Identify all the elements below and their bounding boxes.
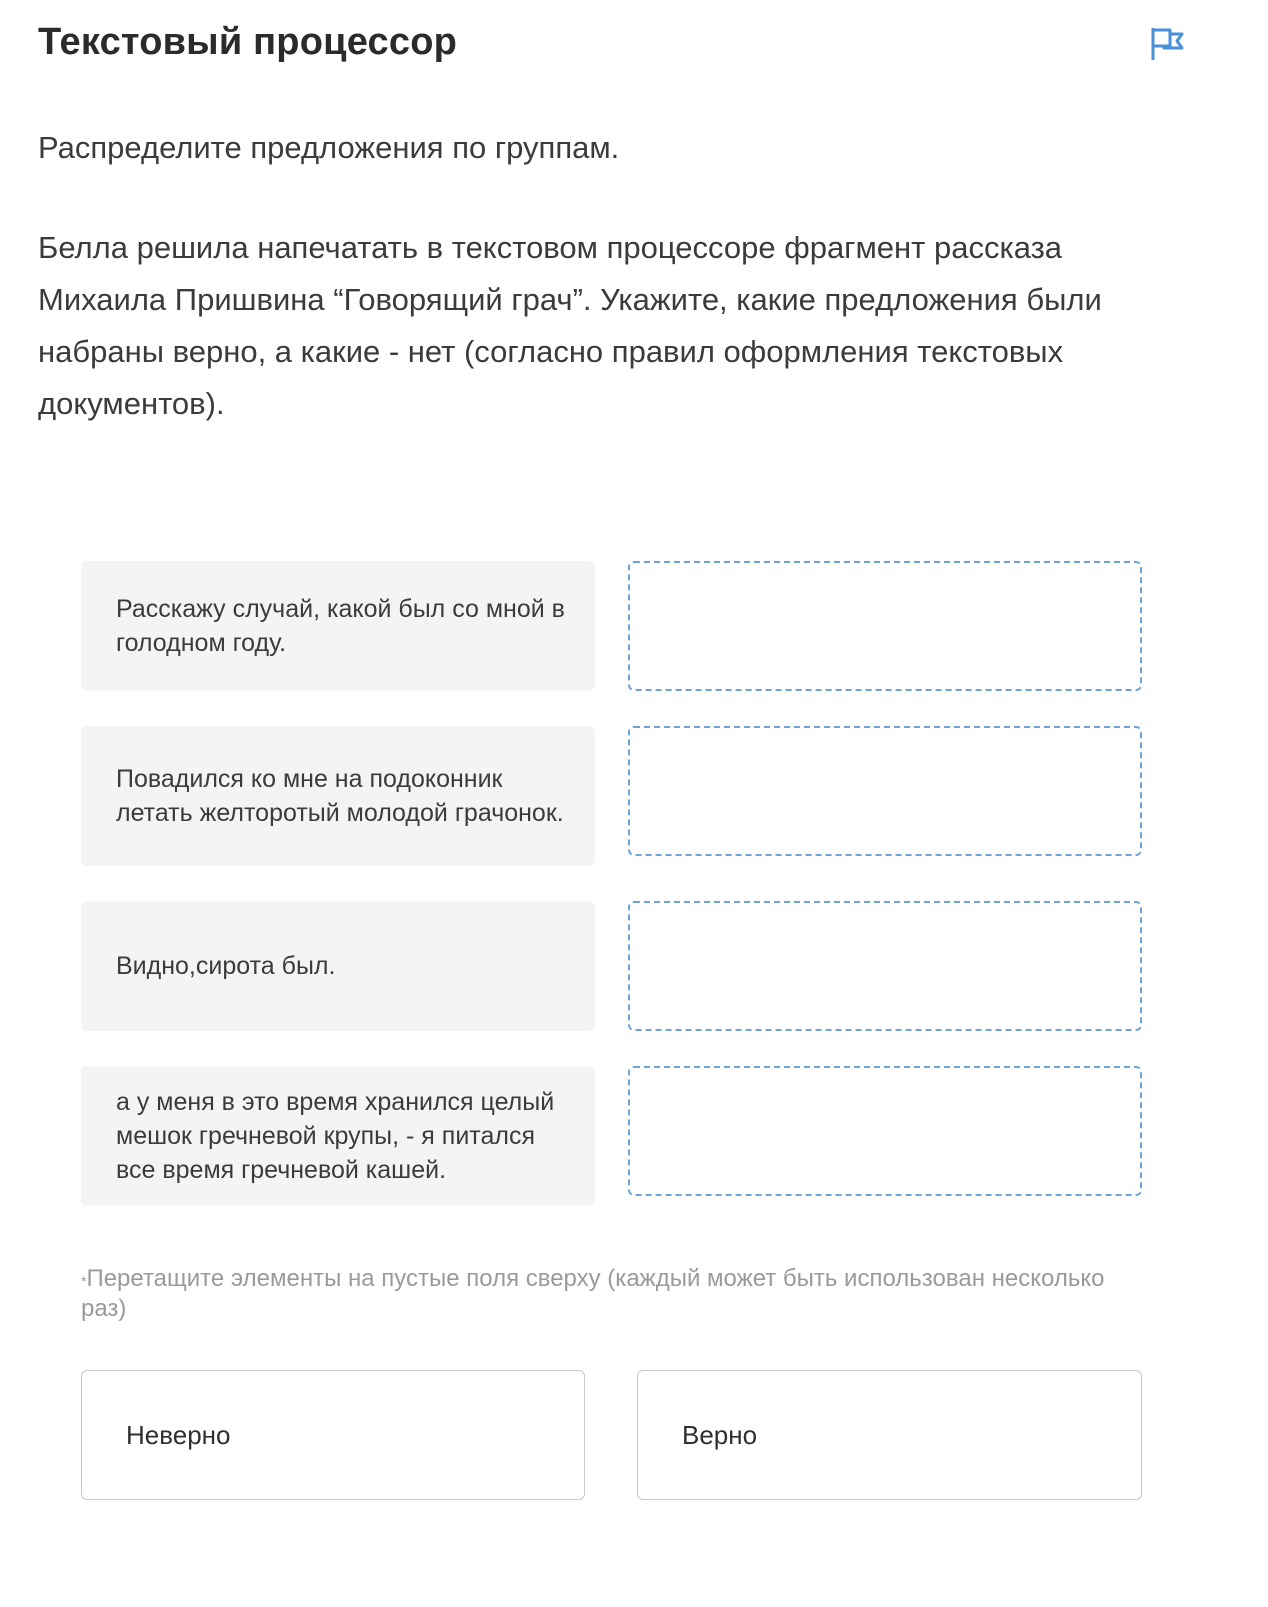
sentence-card-1 (81, 561, 595, 691)
drag-hint (81, 1264, 1141, 1324)
sentence-card-2 (81, 726, 595, 866)
option-label: Неверно (126, 1419, 231, 1450)
sentence-text: Видно,сирота был. (116, 952, 336, 980)
drop-zone-4[interactable] (628, 1066, 1142, 1196)
sentence-text: Расскажу случай, какой был со мной в голодном году. (116, 595, 565, 657)
sentence-text: а у меня в это время хранился целый мешок гречневой крупы, - я питался все время гречневой кашей. (116, 1088, 555, 1184)
option-correct[interactable] (637, 1370, 1142, 1500)
hint-marker: * (81, 1273, 87, 1289)
drop-zone-1[interactable] (628, 561, 1142, 691)
sentence-card-3 (81, 901, 595, 1031)
drop-zone-2[interactable] (628, 726, 1142, 856)
option-label: Верно (682, 1419, 758, 1450)
option-incorrect[interactable] (81, 1370, 585, 1500)
flag-icon[interactable] (1146, 24, 1186, 62)
page-title: Текстовый процессор (38, 21, 458, 63)
hint-text: Перетащите элементы на пустые поля сверху (каждый может быть использован несколько раз) (81, 1265, 1105, 1322)
task-instruction: Распределите предложения по группам. (38, 130, 620, 165)
sentence-card-4 (81, 1066, 595, 1206)
sentence-text: Повадился ко мне на подоконник летать желторотый молодой грачонок. (116, 765, 564, 827)
drop-zone-3[interactable] (628, 901, 1142, 1031)
task-question: Белла решила напечатать в текстовом процессоре фрагмент рассказа Михаила Пришвина “Говорящий грач”. Укажите, какие предложения были набраны верно, а какие - нет (согласно правил оформления текстовых документов). (38, 230, 1102, 421)
